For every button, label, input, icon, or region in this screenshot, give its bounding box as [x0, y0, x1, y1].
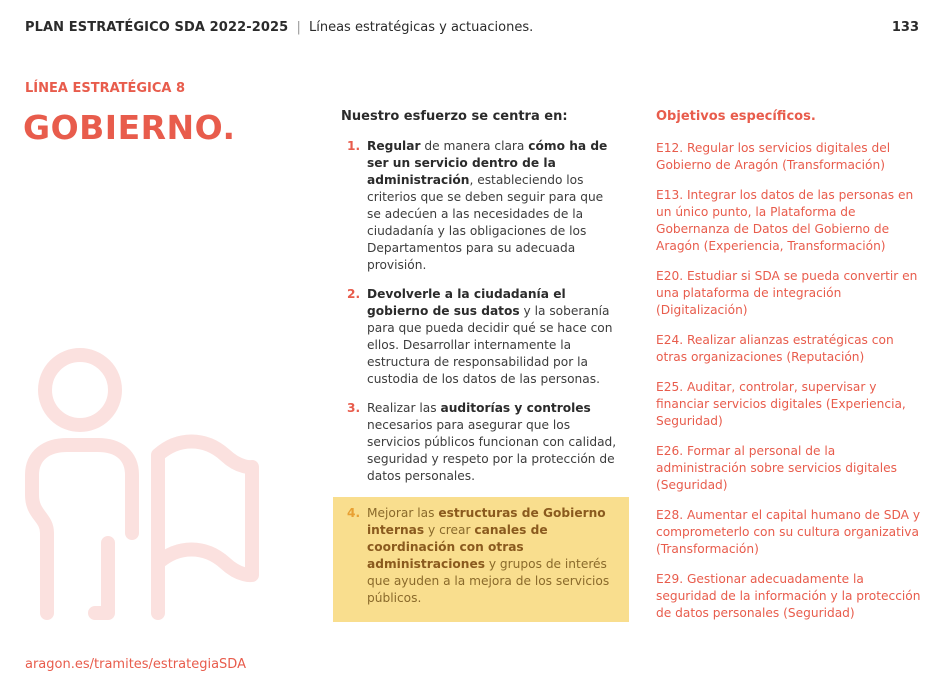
document-title: PLAN ESTRATÉGICO SDA 2022-2025 — [25, 20, 289, 35]
effort-item — [333, 400, 629, 485]
effort-item-emphasis: auditorías y controles — [440, 401, 591, 415]
objective-item: E24. Realizar alianzas estratégicas con otras organizaciones (Reputación) — [656, 333, 894, 364]
effort-item-emphasis: canales de coordinación con otras administraciones — [367, 523, 548, 571]
effort-item-emphasis: cómo ha de ser un servicio dentro de la administración — [367, 139, 608, 187]
effort-item-text: Mejorar las — [367, 506, 439, 520]
effort-item-text: Realizar las — [367, 401, 441, 415]
footer-url[interactable]: aragon.es/tramites/estrategiaSDA — [25, 657, 246, 672]
effort-item — [333, 286, 629, 388]
effort-list — [333, 138, 629, 622]
effort-item-emphasis: estructuras de Gobierno internas — [367, 506, 606, 537]
objective-item: E20. Estudiar si SDA se pueda convertir en una plataforma de integración (Digitalización) — [656, 269, 918, 317]
effort-item — [333, 138, 629, 274]
objective-item: E25. Auditar, controlar, supervisar y financiar servicios digitales (Experiencia, Seguridad) — [656, 380, 906, 428]
effort-item-text: y la soberanía para que pueda decidir qué se hace con ellos. Desarrollar internamente la estructura de responsabilidad por la custodia de los datos de las personas. — [367, 304, 613, 386]
effort-item-number: 1. — [347, 139, 361, 153]
objective-item: E26. Formar al personal de la administración sobre servicios digitales (Seguridad) — [656, 444, 897, 492]
objective-item: E29. Gestionar adecuadamente la seguridad de la información y la protección de datos personales (Seguridad) — [656, 572, 921, 620]
objective-item: E12. Regular los servicios digitales del Gobierno de Aragón (Transformación) — [656, 141, 891, 172]
line-kicker: LÍNEA ESTRATÉGICA 8 — [25, 81, 186, 96]
middle-heading: Nuestro esfuerzo se centra en: — [341, 109, 568, 124]
effort-item-number: 4. — [347, 506, 361, 520]
page-number: 133 — [891, 20, 919, 35]
person-with-flag-icon — [20, 345, 260, 620]
objectives-heading: Objetivos específicos. — [656, 109, 816, 124]
effort-item — [333, 497, 629, 622]
page-header — [25, 20, 533, 35]
effort-item-text: de manera clara — [420, 139, 529, 153]
effort-item-text: y crear — [424, 523, 475, 537]
effort-item-text: , estableciendo los criterios que se deben seguir para que se adecúen a las necesidades de la ciudadanía y las obligaciones de los Departamentos para su adecuada provisión. — [367, 173, 604, 272]
effort-item-text: necesarios para asegurar que los servicios públicos funcionan con calidad, seguridad y respeto por la protección de datos personales. — [367, 418, 617, 483]
effort-item-emphasis: Devolverle a la ciudadanía el gobierno de sus datos — [367, 287, 566, 318]
effort-item-emphasis: Regular — [367, 139, 421, 153]
section-title: Líneas estratégicas y actuaciones. — [309, 20, 534, 35]
objectives-list — [656, 140, 926, 635]
line-title: GOBIERNO. — [23, 108, 236, 147]
effort-item-number: 3. — [347, 401, 361, 415]
effort-item-text: y grupos de interés que ayuden a la mejora de los servicios públicos. — [367, 557, 610, 605]
header-separator: | — [296, 20, 301, 35]
objective-item: E28. Aumentar el capital humano de SDA y comprometerlo con su cultura organizativa (Transformación) — [656, 508, 921, 556]
effort-item-number: 2. — [347, 287, 361, 301]
objective-item: E13. Integrar los datos de las personas en un único punto, la Plataforma de Gobernanza de Datos del Gobierno de Aragón (Experiencia, Transformación) — [656, 188, 914, 253]
